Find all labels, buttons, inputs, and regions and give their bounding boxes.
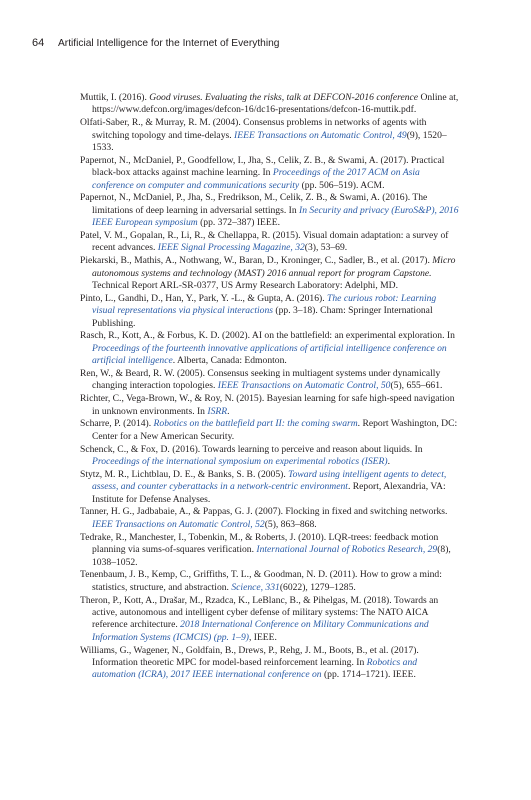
- reference-text: (pp. 1714–1721). IEEE.: [321, 669, 416, 681]
- reference-text: IEEE Transactions on Automatic Control, 49: [234, 129, 407, 141]
- reference-text: Pinto, L., Gandhi, D., Han, Y., Park, Y. -L., & Gupta, A. (2016).: [80, 292, 328, 304]
- running-title: Artificial Intelligence for the Internet of Everything: [58, 38, 280, 49]
- reference-text: Papernot, N., McDaniel, P., Goodfellow, I., Jha, S., Celik, Z. B., & Swami, A. (2017). Practical black-box attacks against machine learning. In: [80, 154, 445, 179]
- reference-text: IEEE Signal Processing Magazine, 32: [157, 242, 305, 254]
- reference-text: ISRR: [207, 405, 228, 417]
- reference-text: (8), 1038–1052.: [92, 544, 451, 568]
- reference-text: (5), 655–661.: [390, 380, 443, 392]
- reference-text: . Report, Alexandria, VA: Institute for Defense Analyses.: [92, 481, 446, 505]
- reference-entry: [80, 595, 460, 645]
- reference-entry: [80, 469, 460, 506]
- reference-entry: [80, 368, 460, 393]
- reference-text: (6022), 1279–1285.: [279, 581, 356, 593]
- reference-text: Micro autonomous systems and technology (MAST) 2016 annual report for program Capstone.: [92, 255, 456, 279]
- reference-entry: [80, 418, 460, 443]
- reference-text: The curious robot: Learning visual representations via physical interactions: [92, 292, 437, 317]
- reference-text: Williams, G., Wagener, N., Goldfain, B., Drews, P., Rehg, J. M., Boots, B., et al. (2017). Information theoretic MPC for model-based reinforcement learning. In: [80, 644, 419, 668]
- reference-text: Good viruses. Evaluating the risks, talk at DEFCON-2016 conference: [149, 92, 419, 103]
- reference-text: . Alberta, Canada: Edmonton.: [172, 355, 287, 367]
- reference-text: Toward using intelligent agents to detect, assess, and counter cyberattacks in a network-centric environment: [92, 468, 447, 493]
- reference-text: Muttik, I. (2016).: [80, 92, 150, 103]
- reference-text: Theron, P., Kott, A., Drašar, M., Rzadca, K., LeBlanc, B., & Pihelgas, M. (2018). Towards an active, autonomous and intelligent cyber defense of military systems: The NATO AICA reference architecture.: [80, 594, 439, 631]
- reference-text: Olfati-Saber, R., & Murray, R. M. (2004). Consensus problems in networks of agents with switching topology and time-delays.: [80, 117, 427, 141]
- reference-text: Proceedings of the fourteenth innovative applications of artificial intelligence conference on artificial intelligence: [92, 342, 447, 367]
- reference-entry: [80, 293, 460, 330]
- reference-list: [80, 92, 460, 682]
- reference-entry: [80, 444, 460, 469]
- reference-text: (pp. 3–18). Cham: Springer International Publishing.: [92, 305, 433, 329]
- reference-text: Tenenbaum, J. B., Kemp, C., Griffiths, T. L., & Goodman, N. D. (2011). How to grow a mind: statistics, structure, and abstraction.: [80, 569, 442, 593]
- reference-entry: [80, 155, 460, 192]
- reference-text: In Security and privacy (EuroS&P), 2016 IEEE European symposium: [92, 204, 459, 229]
- reference-entry: [80, 506, 460, 531]
- reference-text: Science, 331: [231, 581, 280, 593]
- reference-text: Stytz, M. R., Lichtblau, D. E., & Banks, S. B. (2005).: [80, 468, 289, 480]
- reference-entry: [80, 192, 460, 229]
- reference-entry: [80, 117, 460, 154]
- reference-text: Online at, https://www.defcon.org/images/defcon-16/dc16-presentations/defcon-16-muttik.pdf.: [92, 92, 459, 116]
- reference-text: Proceedings of the international symposium on experimental robotics (ISER): [92, 456, 388, 468]
- reference-text: (9), 1520–1533.: [92, 129, 447, 154]
- reference-text: Tedrake, R., Manchester, I., Tobenkin, M., & Roberts, J. (2010). LQR-trees: feedback motion planning via sums-of-squares verification.: [80, 531, 439, 556]
- page-number: 64: [32, 37, 45, 49]
- reference-entry: [80, 255, 460, 292]
- reference-text: Richter, C., Vega-Brown, W., & Roy, N. (2015). Bayesian learning for safe high-speed navigation in unknown environments. In: [80, 393, 455, 417]
- reference-text: International Journal of Robotics Research, 29: [256, 544, 438, 556]
- reference-text: Robotics on the battlefield part II: the coming swarm: [153, 418, 358, 430]
- reference-entry: [80, 230, 460, 255]
- reference-text: Technical Report ARL-SR-0377, US Army Research Laboratory: Adelphi, MD.: [92, 280, 399, 292]
- reference-text: Ren, W., & Beard, R. W. (2005). Consensus seeking in multiagent systems under dynamically changing interaction topologies.: [80, 368, 441, 392]
- reference-text: 2018 International Conference on Military Communications and Information Systems (ICMCIS) (pp. 1–9): [92, 619, 429, 643]
- reference-text: (pp. 372–387) IEEE.: [197, 217, 281, 229]
- reference-text: Patel, V. M., Gopalan, R., Li, R., & Chellappa, R. (2015). Visual domain adaptation: a survey of recent advances.: [80, 230, 449, 254]
- reference-text: IEEE Transactions on Automatic Control, 52: [92, 518, 265, 530]
- reference-text: Proceedings of the 2017 ACM on Asia conference on computer and communications security: [92, 167, 420, 191]
- running-header: [32, 37, 492, 49]
- reference-text: Schenck, C., & Fox, D. (2016). Towards learning to perceive and reason about liquids. In: [80, 443, 423, 455]
- reference-text: .: [227, 405, 230, 417]
- reference-entry: [80, 532, 460, 569]
- reference-text: , IEEE.: [248, 631, 277, 643]
- reference-text: Rasch, R., Kott, A., & Forbus, K. D. (2002). AI on the battlefield: an experimental exploration. In: [80, 330, 455, 342]
- reference-entry: [80, 92, 460, 117]
- reference-text: Robotics and automation (ICRA), 2017 IEEE international conference on: [92, 656, 418, 681]
- reference-text: .: [387, 456, 390, 468]
- reference-text: (pp. 506–519). ACM.: [299, 179, 385, 191]
- reference-entry: [80, 330, 460, 367]
- reference-text: (5), 863–868.: [264, 518, 317, 530]
- reference-entry: [80, 569, 460, 594]
- reference-text: (3), 53–69.: [304, 242, 348, 254]
- reference-text: Piekarski, B., Mathis, A., Nothwang, W., Baran, D., Kroninger, C., Sadler, B., et al. (2017).: [80, 255, 433, 267]
- reference-entry: [80, 393, 460, 418]
- reference-entry: [80, 645, 460, 682]
- reference-text: Tanner, H. G., Jadbabaie, A., & Pappas, G. J. (2007). Flocking in fixed and switching networks.: [80, 506, 448, 518]
- reference-text: Scharre, P. (2014).: [80, 418, 154, 430]
- reference-text: . Report Washington, DC: Center for a New American Security.: [92, 418, 458, 442]
- reference-text: Papernot, N., McDaniel, P., Jha, S., Fredrikson, M., Celik, Z. B., & Swami, A. (2016). The limitations of deep learning in adversarial settings. In: [80, 192, 428, 216]
- reference-text: IEEE Transactions on Automatic Control, 50: [217, 380, 391, 392]
